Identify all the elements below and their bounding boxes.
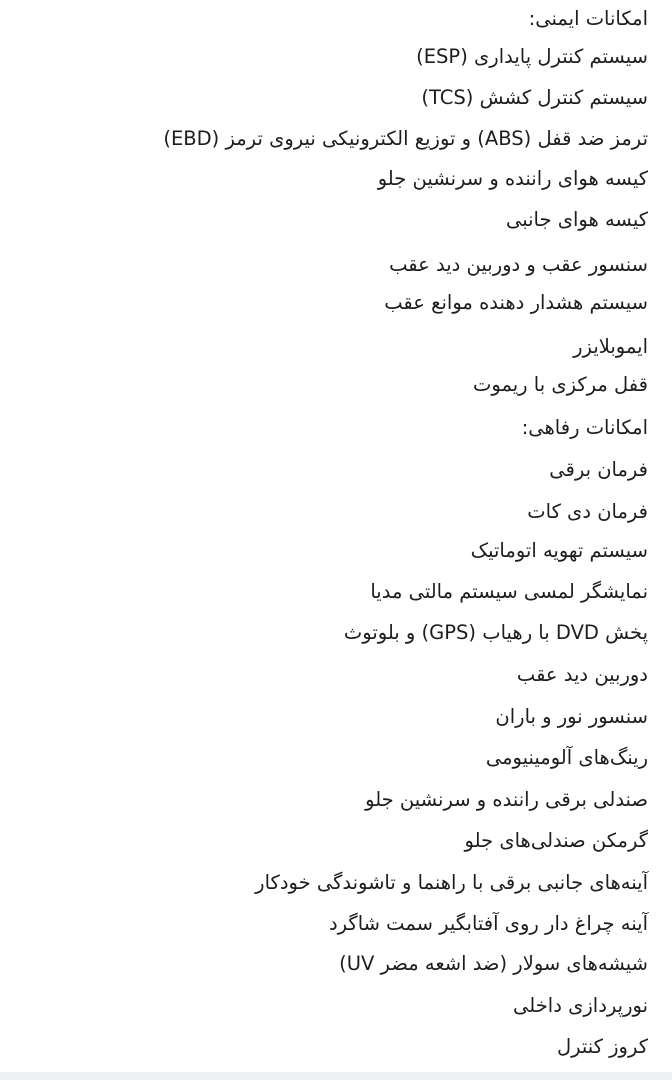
safety-item: سیستم کنترل کشش (TCS) xyxy=(421,86,648,109)
comfort-item: نورپردازی داخلی xyxy=(513,994,648,1017)
comfort-item: پخش DVD با رهیاب (GPS) و بلوتوث xyxy=(343,621,648,644)
comfort-item: صندلی برقی راننده و سرنشین جلو xyxy=(365,788,648,811)
comfort-item: گرمکن صندلی‌های جلو xyxy=(464,829,648,852)
comfort-item: شیشه‌های سولار (ضد اشعه مضر UV) xyxy=(339,952,648,975)
safety-item: سنسور عقب و دوربین دید عقب xyxy=(389,253,648,276)
bottom-divider xyxy=(0,1072,672,1080)
safety-item: قفل مرکزی با ریموت xyxy=(473,373,648,396)
comfort-heading: امکانات رفاهی: xyxy=(521,416,648,439)
comfort-item: آینه‌های جانبی برقی با راهنما و تاشوندگی خودکار xyxy=(255,871,648,894)
safety-item: سیستم کنترل پایداری (ESP) xyxy=(416,45,648,68)
safety-item: کیسه هوای راننده و سرنشین جلو xyxy=(377,167,648,190)
safety-item: کیسه هوای جانبی xyxy=(505,208,648,231)
safety-item: ترمز ضد قفل (ABS) و توزیع الکترونیکی نیروی ترمز (EBD) xyxy=(163,127,648,150)
comfort-item: فرمان دی کات xyxy=(527,500,648,523)
comfort-item: سیستم تهویه اتوماتیک xyxy=(470,539,648,562)
comfort-item: فرمان برقی xyxy=(549,458,648,481)
comfort-item: سنسور نور و باران xyxy=(495,705,648,728)
comfort-item: دوربین دید عقب xyxy=(516,663,648,686)
safety-heading: امکانات ایمنی: xyxy=(528,7,648,30)
comfort-item: نمایشگر لمسی سیستم مالتی مدیا xyxy=(370,580,648,603)
comfort-item: رینگ‌های آلومینیومی xyxy=(485,746,648,769)
comfort-item: آینه چراغ دار روی آفتابگیر سمت شاگرد xyxy=(328,912,648,935)
comfort-item: کروز کنترل xyxy=(556,1035,648,1058)
safety-item: ایموبلایزر xyxy=(573,335,648,358)
safety-item: سیستم هشدار دهنده موانع عقب xyxy=(384,291,648,314)
